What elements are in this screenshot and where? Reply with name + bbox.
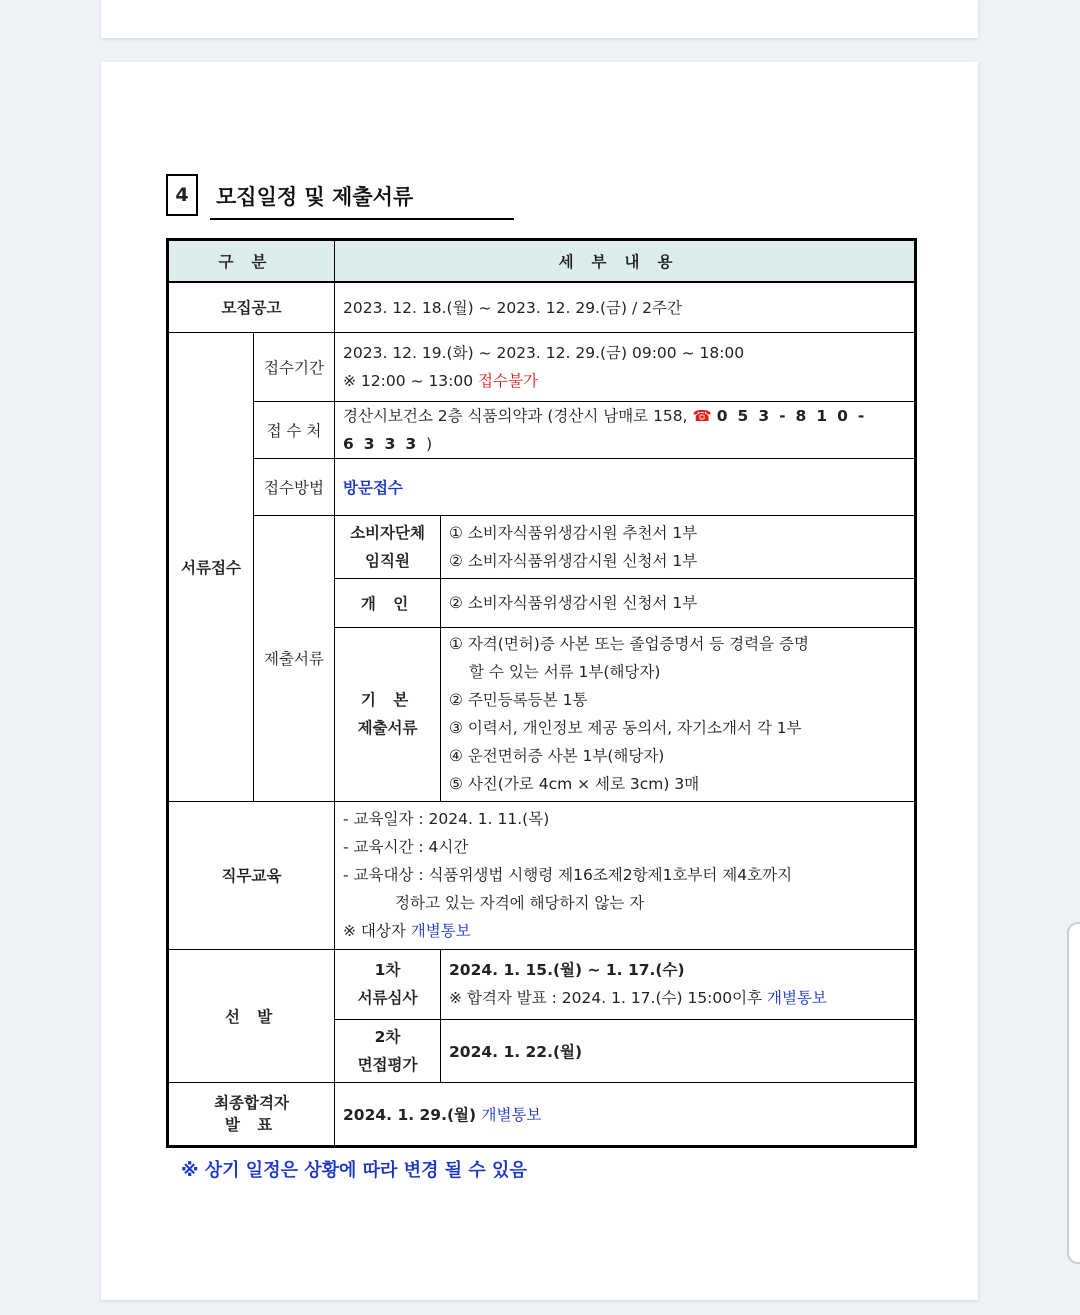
table-row xyxy=(168,401,916,458)
stage2-date: 2024. 1. 22.(월) xyxy=(441,1019,916,1082)
doc-group-label-line2: 제출서류 xyxy=(357,719,418,737)
stage1-value xyxy=(441,949,916,1019)
list-item: - 교육일자 : 2024. 1. 11.(목) xyxy=(343,810,550,828)
receipt-break-line xyxy=(343,367,906,395)
stage1-label xyxy=(335,949,441,1019)
schedule-table xyxy=(166,238,917,1148)
training-note-text: ※ 대상자 xyxy=(343,922,411,940)
doc-group-label: 개 인 xyxy=(335,578,441,627)
final-label-line1: 최종합격자 xyxy=(214,1093,289,1112)
list-item: ② 소비자식품위생감시원 신청서 1부 xyxy=(449,593,698,612)
receipt-unavailable: 접수불가 xyxy=(478,371,538,390)
recruit-notice-value: 2023. 12. 18.(월) ~ 2023. 12. 29.(금) / 2주간 xyxy=(335,282,916,332)
list-item: ② 소비자식품위생감시원 신청서 1부 xyxy=(449,551,698,570)
stage1-label-line1: 1차 xyxy=(374,961,401,979)
table-row xyxy=(168,282,916,332)
receipt-place-label: 접 수 처 xyxy=(254,401,335,458)
table-row xyxy=(168,1082,916,1146)
doc-group-label-line2: 임직원 xyxy=(365,551,410,570)
table-row xyxy=(168,515,916,578)
stage1-label-line2: 서류심사 xyxy=(357,989,418,1007)
list-item: 할 수 있는 서류 1부(해당자) xyxy=(469,663,661,681)
receipt-period-value xyxy=(335,332,916,401)
stage1-note xyxy=(449,984,906,1012)
training-note xyxy=(343,917,906,945)
list-item: ④ 운전면허증 사본 1부(해당자) xyxy=(449,747,665,765)
receipt-place-address: 경산시보건소 2층 식품의약과 (경산시 남매로 158, xyxy=(343,406,693,425)
stage2-label-line1: 2차 xyxy=(374,1027,401,1046)
table-header-row xyxy=(168,240,916,283)
table-row xyxy=(168,801,916,949)
header-details: 세부내용 xyxy=(335,240,916,283)
previous-page xyxy=(101,0,978,38)
final-announcement-label xyxy=(168,1082,335,1146)
final-label-line2: 발 표 xyxy=(224,1115,279,1134)
receipt-period-label: 접수기간 xyxy=(254,332,335,401)
final-announcement-value xyxy=(335,1082,916,1146)
schedule-footnote: ※ 상기 일정은 상황에 따라 변경 될 수 있음 xyxy=(181,1160,527,1181)
phone-number-part1: 053-810- xyxy=(716,406,875,425)
doc-group-items xyxy=(441,515,916,578)
scrollbar-handle[interactable] xyxy=(1067,922,1080,1264)
doc-group-label xyxy=(335,515,441,578)
receipt-place-line2 xyxy=(343,430,906,458)
phone-number-part2: 6333 xyxy=(343,434,427,453)
document-receipt-label: 서류접수 xyxy=(168,332,254,801)
list-item: ③ 이력서, 개인정보 제공 동의서, 자기소개서 각 1부 xyxy=(449,719,802,737)
list-item: - 교육시간 : 4시간 xyxy=(343,838,469,856)
list-item: ② 주민등록등본 1통 xyxy=(449,691,588,709)
final-highlight: 개별통보 xyxy=(481,1105,542,1124)
selection-label: 선 발 xyxy=(168,949,335,1082)
list-item: 정하고 있는 자격에 해당하지 않는 자 xyxy=(395,894,645,912)
doc-group-items xyxy=(441,578,916,627)
heading-underline xyxy=(210,218,514,220)
job-training-label: 직무교육 xyxy=(168,801,335,949)
stage2-label xyxy=(335,1019,441,1082)
doc-group-label-line1: 소비자단체 xyxy=(350,523,425,542)
doc-group-label-line1: 기 본 xyxy=(360,691,415,709)
doc-group-items xyxy=(441,627,916,801)
phone-icon: ☎ xyxy=(692,406,712,425)
section-heading xyxy=(166,174,516,222)
stage1-note-highlight: 개별통보 xyxy=(767,989,827,1007)
receipt-place-line xyxy=(343,402,906,430)
documents-label: 제출서류 xyxy=(254,515,335,801)
table-row xyxy=(168,332,916,401)
receipt-place-value xyxy=(335,401,916,458)
receipt-method-value: 방문접수 xyxy=(335,458,916,515)
stage1-date: 2024. 1. 15.(월) ~ 1. 17.(수) xyxy=(449,961,685,979)
list-item: ① 소비자식품위생감시원 추천서 1부 xyxy=(449,523,698,542)
receipt-period-line: 2023. 12. 19.(화) ~ 2023. 12. 29.(금) 09:00 ~ 18:00 xyxy=(343,343,745,362)
list-item: ⑤ 사진(가로 4cm × 세로 3cm) 3매 xyxy=(449,775,700,793)
recruit-notice-label: 모집공고 xyxy=(168,282,335,332)
doc-group-label xyxy=(335,627,441,801)
table-row xyxy=(168,458,916,515)
section-number: 4 xyxy=(166,174,198,216)
receipt-place-close: ) xyxy=(426,434,433,453)
final-date: 2024. 1. 29.(월) xyxy=(343,1105,482,1124)
list-item: ① 자격(면허)증 사본 또는 졸업증명서 등 경력을 증명 xyxy=(449,635,809,653)
stage1-note-text: ※ 합격자 발표 : 2024. 1. 17.(수) 15:00이후 xyxy=(449,989,768,1007)
training-note-highlight: 개별통보 xyxy=(410,922,471,940)
receipt-break-text: ※ 12:00 ~ 13:00 xyxy=(343,371,479,390)
stage2-label-line2: 면접평가 xyxy=(357,1055,418,1074)
list-item: - 교육대상 : 식품위생법 시행령 제16조제2항제1호부터 제4호까지 xyxy=(343,866,793,884)
table-row xyxy=(168,949,916,1019)
job-training-value xyxy=(335,801,916,949)
receipt-method-label: 접수방법 xyxy=(254,458,335,515)
document-page xyxy=(101,62,978,1300)
section-title: 모집일정 및 제출서류 xyxy=(216,185,414,209)
header-category: 구분 xyxy=(168,240,335,283)
